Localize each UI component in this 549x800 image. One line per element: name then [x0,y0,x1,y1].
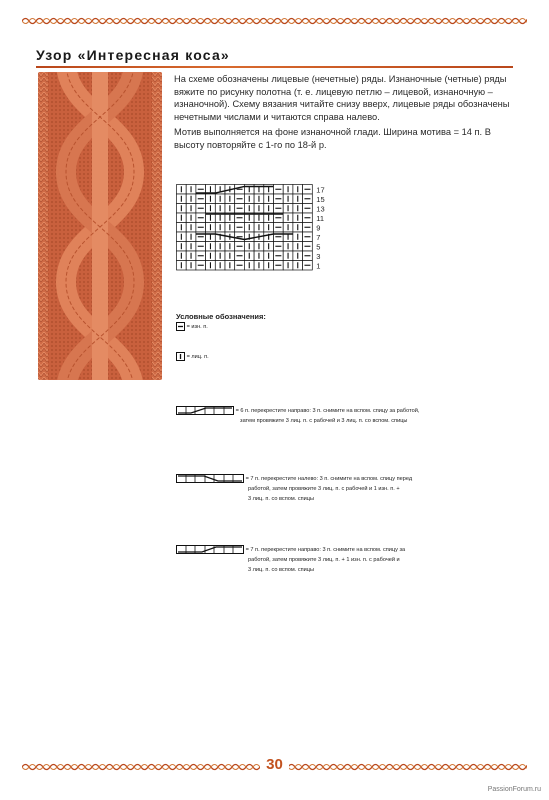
cable-6-right-symbol-icon [176,406,234,415]
legend-cable7r-line1: = 7 п. перекрестите направо: 3 п. снимите на вспом. спицу за [245,547,406,553]
description-paragraph-2: Мотив выполняется на фоне изнаночной глади. Ширина мотива = 14 п. В высоту повторяйте с 1-го по 18-й р. [174,127,491,150]
chart-row-number: 7 [316,233,321,242]
legend-cable7l-line1: = 7 п. перекрестите налево: 3 п. снимите на вспом. спицу перед [245,476,413,482]
knitting-chart [176,184,336,281]
description-paragraph-1: На схеме обозначены лицевые (нечетные) ряды. Изнаночные (четные) ряды вяжите по рисунку полотна (т. е. лицевую петлю – лицевой, изнаночную – изнаночной). Схему вязания читайте снизу вверх, лицевые ряды обозначены нечетными числами и читаются справа налево. [174,74,510,122]
legend-cable7l-line2: работой, затем провяжите 3 лиц. п. с рабочей и 1 изн. п. + [248,486,400,492]
chart-row-number: 9 [316,223,321,233]
chart-row-number: 17 [316,185,325,195]
legend-cable6-line2: затем провяжите 3 лиц. п. с рабочей и 3 лиц. п. со вспом. спицы [240,418,408,424]
watermark-text: PassionForum.ru [487,786,541,793]
legend-cable-6-right [176,406,419,426]
legend-cable7l-line3: 3 лиц. п. со вспом. спицы [248,496,315,502]
cable-7-right-symbol-icon [176,545,244,554]
legend-cable-7-right [176,545,405,575]
knit-symbol-icon [176,352,185,361]
legend-purl-text: = изн. п. [186,324,208,330]
legend-knit [176,352,209,362]
title-underline [36,66,513,68]
legend-cable-7-left [176,474,412,504]
page-number: 30 [0,756,549,773]
pattern-description [174,73,510,155]
purl-symbol-icon [176,322,185,331]
top-ornament-border [22,16,527,26]
legend-knit-text: = лиц. п. [186,354,209,360]
chart-row-number: 13 [316,204,325,214]
page-title: Узор «Интересная коса» [36,47,230,63]
chart-row-number: 1 [316,261,321,271]
knitted-swatch-photo [38,72,162,380]
legend-cable7r-line2: работой, затем провяжите 3 лиц. п. + 1 изн. п. с рабочей и [248,557,400,563]
legend-cable7r-line3: 3 лиц. п. со вспом. спицы [248,567,315,573]
legend-title: Условные обозначения: [176,312,266,321]
legend-cable6-line1: = 6 п. перекрестите направо: 3 п. снимите на вспом. спицу за работой, [235,408,420,414]
chart-row-number: 5 [316,242,321,252]
chart-row-number: 15 [316,195,325,204]
cable-7-left-symbol-icon [176,474,244,483]
chart-row-number: 11 [316,214,325,223]
legend-purl [176,322,208,332]
chart-row-number: 3 [316,252,321,261]
